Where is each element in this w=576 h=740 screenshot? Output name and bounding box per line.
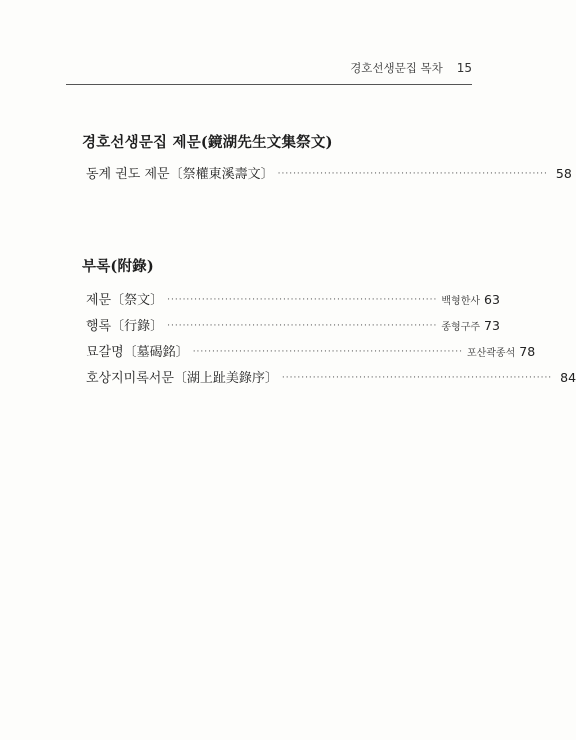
toc-entry[interactable] [86,289,500,308]
entry-title: 행록〔行錄〕 [86,319,164,334]
leader-dots: ······································································ [277,169,548,179]
section-title: 부록(附錄) [82,258,154,275]
entry-page: 63 [484,292,500,307]
running-header [66,60,472,76]
entry-title: 제문〔祭文〕 [86,293,164,308]
entry-page: 78 [519,344,536,359]
leader-dots: ······································································ [167,321,438,331]
header-title: 경호선생문집 목차 [350,61,443,75]
entry-author: 종형구주 [441,322,481,333]
entry-title: 동계 권도 제문〔祭權東溪壽文〕 [86,167,274,182]
header-rule [66,84,472,85]
toc-entry[interactable] [86,315,500,334]
section-title: 경호선생문집 제문(鏡湖先生文集祭文) [82,134,333,151]
entry-title: 호상지미록서문〔湖上趾美錄序〕 [86,371,278,386]
leader-dots: ······································································ [167,295,438,305]
entry-page: 58 [555,166,572,181]
leader-dots: ······································································ [192,347,463,357]
entry-page: 73 [484,318,500,333]
header-page-number: 15 [456,61,472,75]
toc-entry[interactable] [86,163,572,182]
toc-entry[interactable] [86,341,536,360]
entry-title: 묘갈명〔墓碣銘〕 [86,345,189,360]
leader-dots: ······································································ [281,373,553,383]
toc-entry[interactable] [86,367,576,386]
entry-author: 백형한사 [441,296,481,307]
entry-page: 84 [560,370,576,385]
entry-author: 포산곽종석 [466,348,516,359]
